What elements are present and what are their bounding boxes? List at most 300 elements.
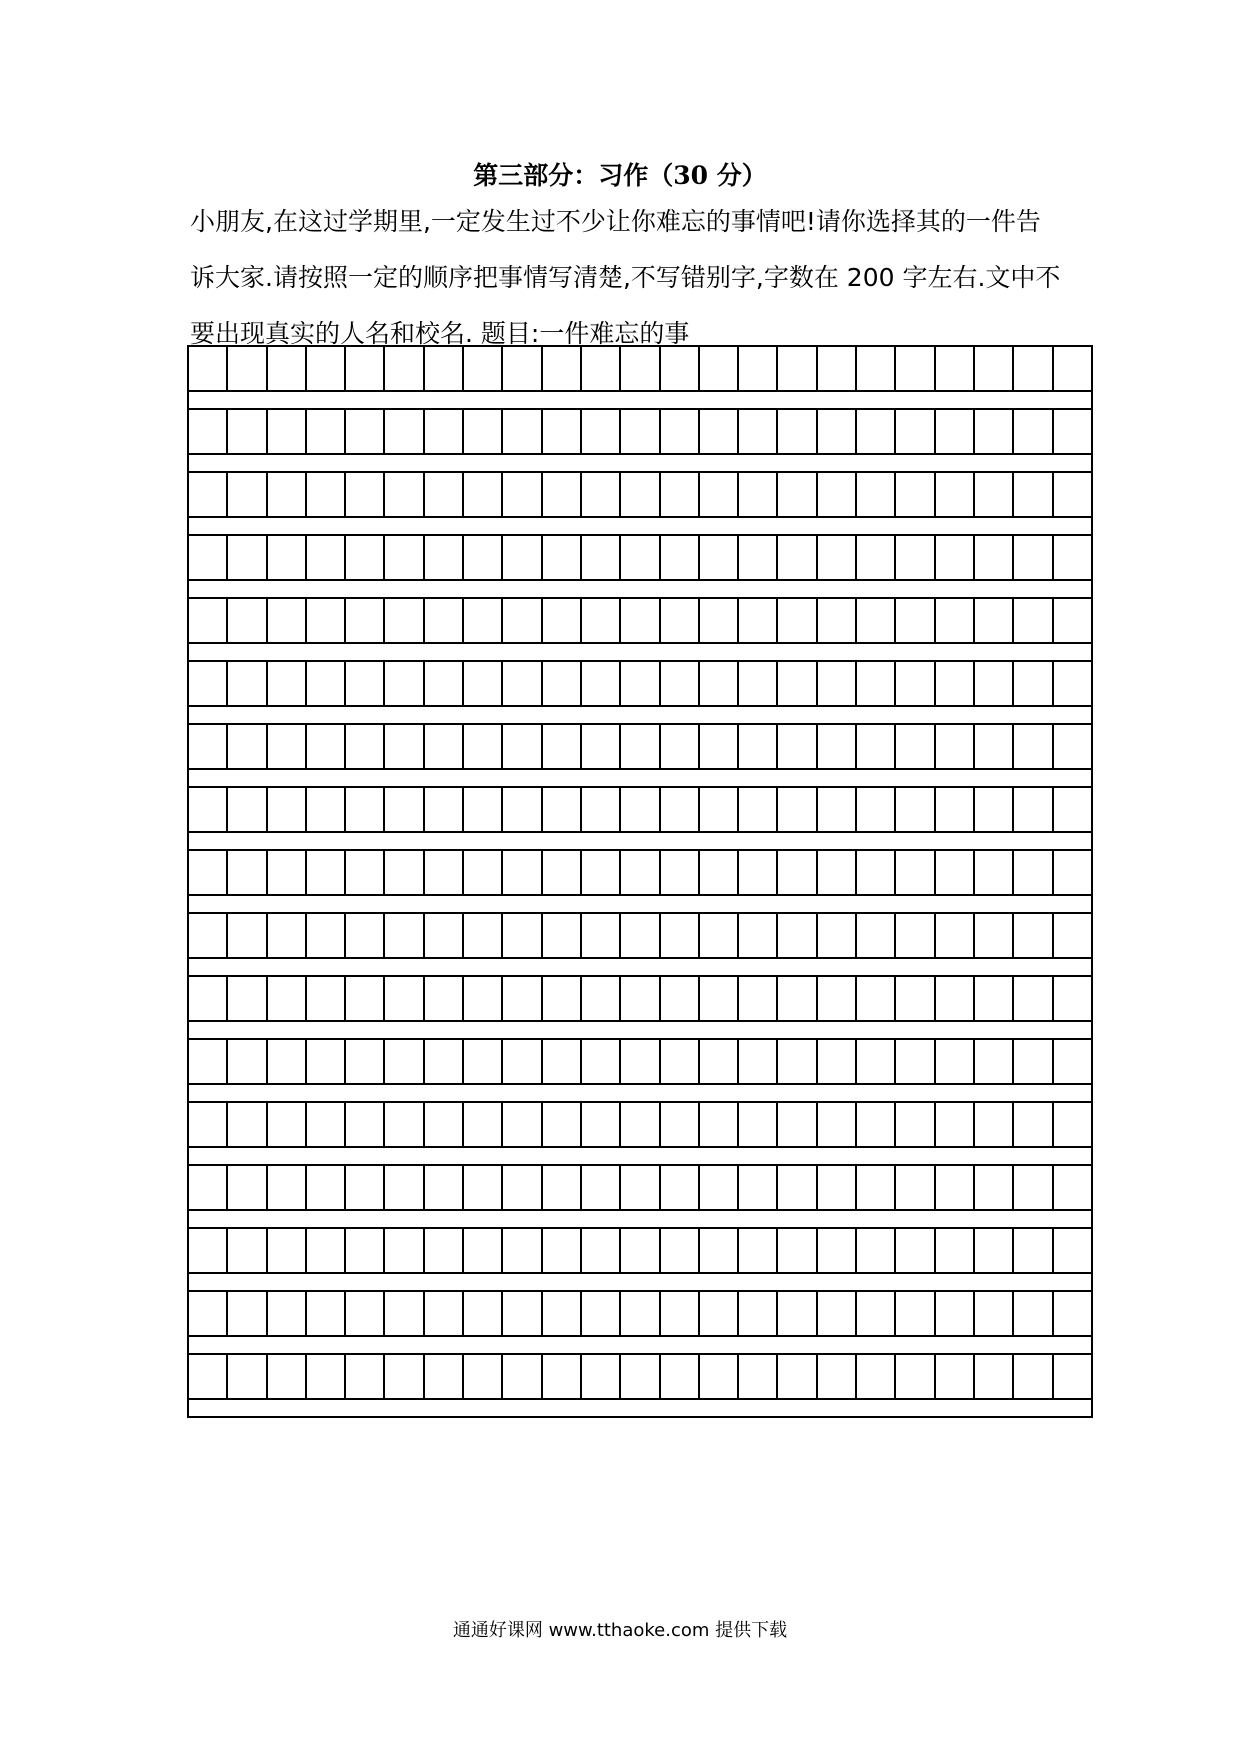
grid-cell — [818, 1103, 857, 1146]
grid-cell — [346, 410, 385, 453]
grid-cell — [543, 410, 582, 453]
grid-cell — [1014, 788, 1053, 831]
grid-cell — [425, 1103, 464, 1146]
grid-cell — [189, 1040, 228, 1083]
cell-strip — [187, 660, 1093, 705]
grid-cell — [346, 1355, 385, 1398]
grid-cell — [857, 1166, 896, 1209]
grid-cell — [739, 536, 778, 579]
grid-cell — [739, 1292, 778, 1335]
grid-cell — [896, 410, 935, 453]
grid-cell — [700, 977, 739, 1020]
grid-cell — [346, 851, 385, 894]
grid-cell — [385, 662, 424, 705]
grid-cell — [503, 1040, 542, 1083]
grid-cell — [346, 1103, 385, 1146]
grid-cell — [1014, 851, 1053, 894]
grid-cell — [975, 1103, 1014, 1146]
grid-cell — [307, 725, 346, 768]
grid-cell — [228, 788, 267, 831]
row-gap — [187, 957, 1093, 975]
grid-cell — [818, 473, 857, 516]
grid-cell — [661, 536, 700, 579]
grid-cell — [739, 914, 778, 957]
grid-cell — [1054, 1292, 1093, 1335]
grid-cell — [739, 788, 778, 831]
grid-cell — [385, 1166, 424, 1209]
grid-cell — [661, 599, 700, 642]
grid-cell — [464, 473, 503, 516]
grid-cell — [621, 1229, 660, 1272]
grid-row — [187, 408, 1093, 471]
grid-cell — [896, 788, 935, 831]
grid-cell — [228, 1229, 267, 1272]
grid-cell — [857, 1040, 896, 1083]
grid-cell — [543, 662, 582, 705]
grid-cell — [425, 914, 464, 957]
grid-cell — [896, 1103, 935, 1146]
grid-cell — [503, 1166, 542, 1209]
grid-cell — [896, 599, 935, 642]
grid-cell — [307, 410, 346, 453]
grid-cell — [818, 1229, 857, 1272]
grid-cell — [268, 1355, 307, 1398]
grid-cell — [228, 1355, 267, 1398]
grid-cell — [739, 662, 778, 705]
grid-cell — [975, 851, 1014, 894]
grid-row — [187, 471, 1093, 534]
grid-cell — [936, 725, 975, 768]
grid-cell — [700, 473, 739, 516]
grid-cell — [385, 788, 424, 831]
row-gap — [187, 1020, 1093, 1038]
grid-cell — [189, 662, 228, 705]
grid-cell — [661, 662, 700, 705]
grid-cell — [1054, 1040, 1093, 1083]
grid-cell — [857, 473, 896, 516]
grid-cell — [857, 851, 896, 894]
grid-cell — [503, 977, 542, 1020]
grid-cell — [464, 1166, 503, 1209]
grid-cell — [818, 1166, 857, 1209]
cell-strip — [187, 471, 1093, 516]
grid-cell — [385, 410, 424, 453]
footer-text: 通通好课网 www.tthaoke.com 提供下载 — [452, 1620, 788, 1641]
grid-cell — [1054, 914, 1093, 957]
grid-cell — [857, 1355, 896, 1398]
grid-cell — [582, 1103, 621, 1146]
grid-cell — [621, 1355, 660, 1398]
grid-row — [187, 786, 1093, 849]
grid-cell — [385, 347, 424, 390]
grid-cell — [661, 788, 700, 831]
grid-cell — [543, 851, 582, 894]
grid-cell — [778, 977, 817, 1020]
grid-cell — [1014, 977, 1053, 1020]
grid-cell — [1014, 725, 1053, 768]
grid-cell — [228, 725, 267, 768]
grid-cell — [818, 788, 857, 831]
grid-cell — [857, 536, 896, 579]
grid-cell — [425, 536, 464, 579]
grid-cell — [228, 410, 267, 453]
grid-cell — [936, 347, 975, 390]
grid-cell — [385, 599, 424, 642]
instruction-line: 诉大家.请按照一定的顺序把事情写清楚,不写错别字,字数在 200 字左右.文中不 — [190, 263, 1061, 292]
grid-cell — [700, 788, 739, 831]
grid-cell — [700, 1103, 739, 1146]
grid-cell — [268, 914, 307, 957]
grid-cell — [739, 473, 778, 516]
grid-cell — [1054, 410, 1093, 453]
grid-cell — [1054, 1166, 1093, 1209]
grid-cell — [268, 536, 307, 579]
grid-cell — [385, 536, 424, 579]
grid-cell — [189, 851, 228, 894]
grid-cell — [189, 1355, 228, 1398]
grid-cell — [268, 662, 307, 705]
grid-cell — [503, 473, 542, 516]
grid-cell — [189, 788, 228, 831]
grid-cell — [1014, 914, 1053, 957]
grid-cell — [425, 347, 464, 390]
grid-cell — [503, 914, 542, 957]
grid-cell — [739, 1166, 778, 1209]
grid-cell — [425, 1229, 464, 1272]
grid-cell — [739, 1355, 778, 1398]
grid-cell — [818, 347, 857, 390]
grid-cell — [700, 599, 739, 642]
grid-cell — [385, 1229, 424, 1272]
grid-cell — [346, 914, 385, 957]
grid-cell — [582, 1166, 621, 1209]
instruction-line: 小朋友,在这过学期里,一定发生过不少让你难忘的事情吧!请你选择其的一件告 — [190, 207, 1041, 236]
grid-cell — [1054, 725, 1093, 768]
grid-cell — [464, 599, 503, 642]
grid-cell — [896, 1040, 935, 1083]
grid-cell — [268, 1103, 307, 1146]
grid-cell — [582, 851, 621, 894]
grid-cell — [582, 1040, 621, 1083]
grid-row — [187, 1290, 1093, 1353]
grid-cell — [307, 851, 346, 894]
grid-cell — [543, 1040, 582, 1083]
cell-strip — [187, 345, 1093, 390]
grid-cell — [228, 1292, 267, 1335]
grid-cell — [189, 347, 228, 390]
grid-cell — [818, 536, 857, 579]
grid-row — [187, 1164, 1093, 1227]
cell-strip — [187, 912, 1093, 957]
grid-cell — [818, 1292, 857, 1335]
grid-cell — [896, 662, 935, 705]
grid-row — [187, 534, 1093, 597]
grid-cell — [936, 410, 975, 453]
grid-cell — [464, 914, 503, 957]
grid-cell — [385, 851, 424, 894]
grid-cell — [268, 473, 307, 516]
grid-cell — [661, 1040, 700, 1083]
cell-strip — [187, 723, 1093, 768]
grid-cell — [189, 914, 228, 957]
grid-cell — [700, 1166, 739, 1209]
grid-cell — [818, 914, 857, 957]
cell-strip — [187, 975, 1093, 1020]
grid-cell — [425, 599, 464, 642]
grid-cell — [778, 662, 817, 705]
grid-cell — [503, 536, 542, 579]
grid-cell — [385, 725, 424, 768]
grid-cell — [464, 1355, 503, 1398]
grid-cell — [661, 1166, 700, 1209]
grid-cell — [503, 662, 542, 705]
grid-cell — [464, 536, 503, 579]
row-gap — [187, 1209, 1093, 1227]
grid-cell — [228, 914, 267, 957]
grid-cell — [503, 851, 542, 894]
grid-cell — [189, 410, 228, 453]
grid-cell — [543, 347, 582, 390]
grid-cell — [268, 977, 307, 1020]
grid-cell — [661, 977, 700, 1020]
cell-strip — [187, 1227, 1093, 1272]
grid-cell — [189, 599, 228, 642]
grid-cell — [503, 1355, 542, 1398]
grid-row — [187, 912, 1093, 975]
grid-cell — [778, 1040, 817, 1083]
grid-cell — [464, 1292, 503, 1335]
grid-cell — [503, 1229, 542, 1272]
grid-cell — [896, 1166, 935, 1209]
grid-cell — [307, 1355, 346, 1398]
grid-cell — [857, 1103, 896, 1146]
grid-cell — [621, 725, 660, 768]
cell-strip — [187, 1164, 1093, 1209]
grid-row — [187, 849, 1093, 912]
grid-cell — [857, 788, 896, 831]
grid-cell — [857, 725, 896, 768]
grid-cell — [464, 1229, 503, 1272]
grid-cell — [346, 725, 385, 768]
grid-cell — [936, 788, 975, 831]
grid-cell — [582, 473, 621, 516]
grid-cell — [975, 1292, 1014, 1335]
grid-cell — [661, 725, 700, 768]
grid-cell — [503, 347, 542, 390]
grid-row — [187, 723, 1093, 786]
grid-cell — [385, 1103, 424, 1146]
grid-cell — [739, 1040, 778, 1083]
grid-cell — [268, 851, 307, 894]
grid-cell — [582, 410, 621, 453]
grid-cell — [896, 536, 935, 579]
grid-cell — [307, 914, 346, 957]
row-gap — [187, 1398, 1093, 1416]
grid-cell — [661, 1355, 700, 1398]
grid-cell — [1014, 1292, 1053, 1335]
cell-strip — [187, 849, 1093, 894]
grid-cell — [268, 347, 307, 390]
grid-cell — [700, 1292, 739, 1335]
grid-cell — [346, 473, 385, 516]
grid-cell — [385, 1292, 424, 1335]
grid-cell — [425, 788, 464, 831]
grid-cell — [464, 977, 503, 1020]
cell-strip — [187, 786, 1093, 831]
grid-cell — [503, 1292, 542, 1335]
grid-cell — [739, 725, 778, 768]
grid-cell — [857, 977, 896, 1020]
grid-cell — [818, 977, 857, 1020]
grid-cell — [307, 1040, 346, 1083]
grid-cell — [1054, 1229, 1093, 1272]
grid-cell — [464, 788, 503, 831]
grid-cell — [818, 851, 857, 894]
grid-cell — [582, 1229, 621, 1272]
grid-cell — [739, 347, 778, 390]
grid-cell — [661, 473, 700, 516]
grid-cell — [857, 410, 896, 453]
grid-cell — [228, 1103, 267, 1146]
grid-cell — [936, 599, 975, 642]
grid-cell — [936, 1292, 975, 1335]
grid-cell — [700, 725, 739, 768]
grid-cell — [621, 1292, 660, 1335]
grid-cell — [621, 599, 660, 642]
grid-cell — [346, 662, 385, 705]
cell-strip — [187, 597, 1093, 642]
grid-cell — [818, 1355, 857, 1398]
grid-cell — [975, 662, 1014, 705]
grid-cell — [700, 1229, 739, 1272]
grid-cell — [661, 410, 700, 453]
grid-cell — [346, 1166, 385, 1209]
grid-cell — [857, 662, 896, 705]
grid-cell — [385, 977, 424, 1020]
grid-cell — [661, 347, 700, 390]
grid-cell — [543, 977, 582, 1020]
grid-cell — [621, 977, 660, 1020]
grid-cell — [896, 1229, 935, 1272]
grid-cell — [1014, 1229, 1053, 1272]
grid-cell — [778, 473, 817, 516]
grid-bottom-line — [187, 1416, 1093, 1418]
grid-cell — [307, 1166, 346, 1209]
grid-cell — [621, 410, 660, 453]
grid-cell — [700, 1040, 739, 1083]
grid-cell — [425, 725, 464, 768]
grid-cell — [700, 410, 739, 453]
grid-row — [187, 345, 1093, 408]
grid-cell — [425, 1355, 464, 1398]
grid-cell — [268, 1166, 307, 1209]
grid-cell — [189, 1103, 228, 1146]
grid-cell — [621, 473, 660, 516]
grid-cell — [700, 1355, 739, 1398]
grid-cell — [1014, 1355, 1053, 1398]
grid-cell — [582, 347, 621, 390]
grid-cell — [700, 914, 739, 957]
grid-cell — [346, 1292, 385, 1335]
grid-cell — [621, 1040, 660, 1083]
grid-cell — [268, 725, 307, 768]
grid-cell — [228, 536, 267, 579]
row-gap — [187, 453, 1093, 471]
grid-cell — [425, 1292, 464, 1335]
grid-cell — [778, 725, 817, 768]
grid-cell — [307, 1229, 346, 1272]
grid-cell — [857, 1229, 896, 1272]
grid-cell — [1014, 662, 1053, 705]
grid-cell — [896, 473, 935, 516]
grid-cell — [621, 536, 660, 579]
grid-cell — [975, 473, 1014, 516]
grid-cell — [425, 977, 464, 1020]
grid-cell — [857, 1292, 896, 1335]
grid-cell — [543, 1355, 582, 1398]
grid-cell — [582, 599, 621, 642]
grid-cell — [975, 347, 1014, 390]
grid-cell — [896, 977, 935, 1020]
grid-cell — [346, 347, 385, 390]
grid-cell — [385, 473, 424, 516]
grid-cell — [936, 1355, 975, 1398]
grid-cell — [464, 851, 503, 894]
grid-cell — [936, 914, 975, 957]
grid-cell — [936, 977, 975, 1020]
grid-cell — [621, 347, 660, 390]
grid-cell — [739, 977, 778, 1020]
grid-cell — [189, 536, 228, 579]
grid-cell — [228, 347, 267, 390]
grid-cell — [778, 1103, 817, 1146]
writing-grid — [187, 345, 1093, 1418]
cell-strip — [187, 1290, 1093, 1335]
grid-cell — [896, 1355, 935, 1398]
grid-cell — [543, 788, 582, 831]
grid-cell — [1054, 1103, 1093, 1146]
grid-cell — [739, 1103, 778, 1146]
grid-cell — [228, 473, 267, 516]
grid-cell — [896, 1292, 935, 1335]
row-gap — [187, 1083, 1093, 1101]
grid-cell — [1054, 347, 1093, 390]
grid-cell — [268, 788, 307, 831]
row-gap — [187, 705, 1093, 723]
grid-cell — [425, 410, 464, 453]
row-gap — [187, 642, 1093, 660]
grid-cell — [464, 347, 503, 390]
grid-cell — [936, 662, 975, 705]
grid-cell — [936, 1229, 975, 1272]
grid-cell — [975, 599, 1014, 642]
grid-cell — [503, 599, 542, 642]
grid-cell — [975, 1166, 1014, 1209]
row-gap — [187, 516, 1093, 534]
grid-cell — [503, 725, 542, 768]
grid-cell — [1054, 599, 1093, 642]
grid-cell — [661, 1292, 700, 1335]
grid-cell — [503, 410, 542, 453]
grid-cell — [857, 599, 896, 642]
cell-strip — [187, 1353, 1093, 1398]
grid-cell — [778, 599, 817, 642]
row-gap — [187, 1272, 1093, 1290]
grid-cell — [228, 662, 267, 705]
grid-cell — [1014, 1103, 1053, 1146]
grid-cell — [425, 1040, 464, 1083]
grid-cell — [307, 662, 346, 705]
